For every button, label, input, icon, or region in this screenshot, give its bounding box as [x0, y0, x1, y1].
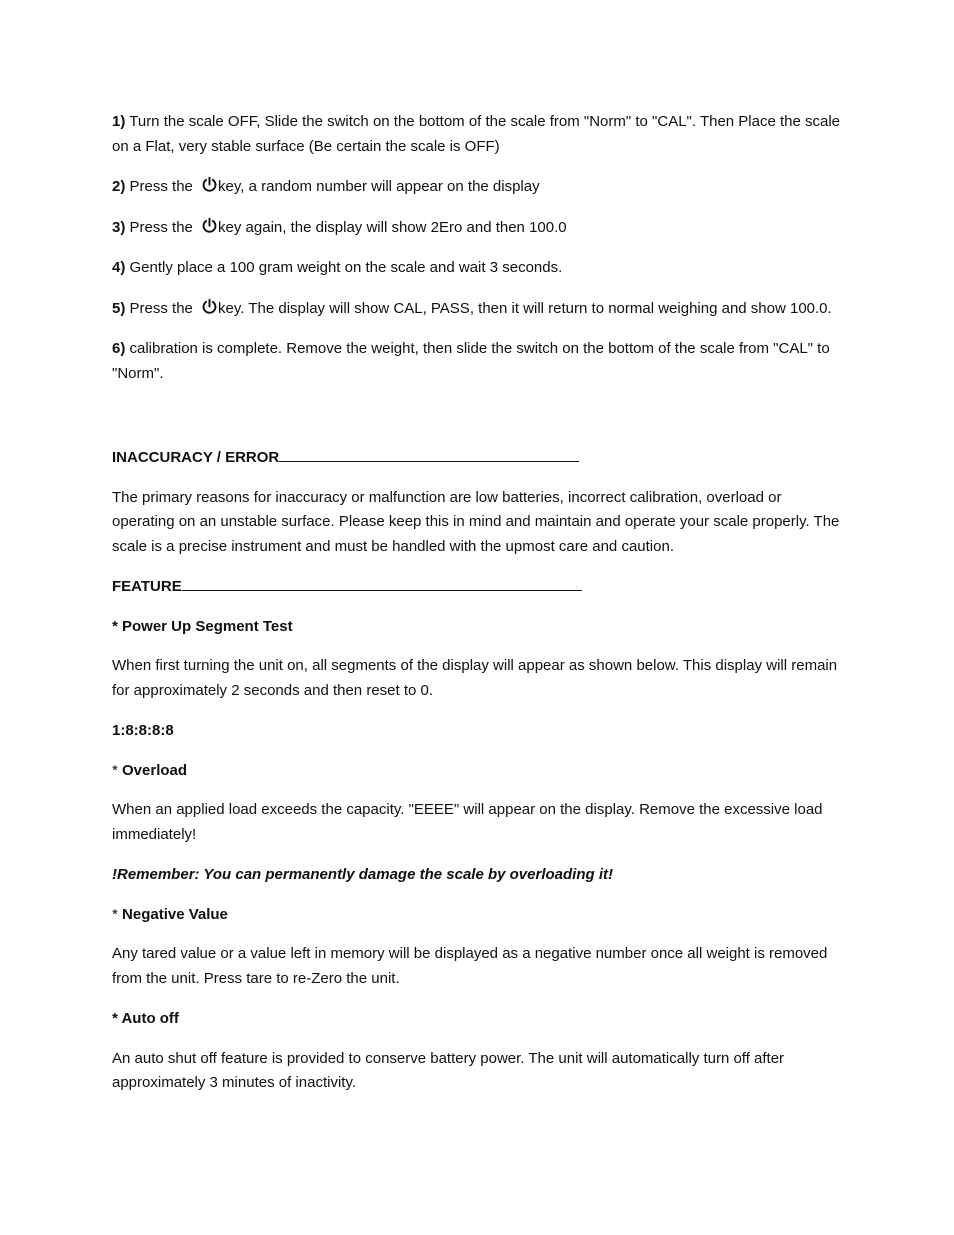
overload-body: When an applied load exceeds the capacity. "EEEE" will appear on the display. Remove the excessive load immediately!	[112, 801, 823, 843]
step-text: calibration is complete. Remove the weight, then slide the switch on the bottom of the scale from "CAL" to "Norm".	[112, 340, 830, 382]
step-text: key. The display will show CAL, PASS, then it will return to normal weighing and show 100.0.	[218, 299, 832, 317]
inaccuracy-body: The primary reasons for inaccuracy or malfunction are low batteries, incorrect calibration, overload or operating on an unstable surface. Please keep this in mind and maintain and operate your scale properly. The scale is a precise instrument and must be handled with the upmost care and caution.	[112, 488, 840, 555]
power-icon	[201, 298, 218, 315]
step-number: 4)	[112, 259, 126, 276]
spacer	[112, 402, 842, 446]
step-text: Turn the scale OFF, Slide the switch on the bottom of the scale from "Norm" to "CAL". Then Place the scale on a Flat, very stable surface (Be certain the scale is OFF)	[112, 113, 841, 155]
step-5	[112, 297, 842, 322]
auto-off-title: * Auto off	[112, 1010, 179, 1027]
title-text: Negative Value	[122, 905, 228, 923]
step-text: Press the	[125, 178, 198, 195]
segment-display-value: 1:8:8:8:8	[112, 722, 174, 739]
section-heading-feature	[112, 575, 842, 600]
step-text: Gently place a 100 gram weight on the scale and wait 3 seconds.	[125, 259, 563, 276]
negative-value-title	[112, 903, 842, 928]
document-content	[112, 110, 842, 1112]
heading-text: FEATURE	[112, 578, 182, 595]
power-up-title: * Power Up Segment Test	[112, 617, 293, 635]
step-text: Press the	[125, 218, 198, 236]
step-3	[112, 216, 842, 241]
step-number: 5)	[112, 299, 126, 317]
negative-value-body: Any tared value or a value left in memory will be displayed as a negative number once all weight is removed from the unit. Press tare to re-Zero the unit.	[112, 945, 828, 987]
bullet: *	[112, 905, 123, 923]
step-4	[112, 256, 842, 281]
bullet: *	[112, 761, 123, 779]
power-up-body: When first turning the unit on, all segments of the display will appear as shown below. This display will remain for approximately 2 seconds and then reset to 0.	[112, 657, 838, 699]
overload-title	[112, 759, 842, 784]
step-text: key, a random number will appear on the display	[218, 178, 540, 195]
power-icon	[201, 217, 218, 234]
heading-underline	[182, 575, 582, 591]
heading-underline	[279, 446, 579, 462]
step-number: 2)	[112, 178, 126, 195]
step-text: Press the	[125, 299, 198, 317]
step-2	[112, 175, 842, 200]
heading-text: INACCURACY / ERROR	[112, 449, 280, 466]
step-number: 1)	[112, 113, 126, 130]
overload-warning: !Remember: You can permanently damage the scale by overloading it!	[112, 866, 613, 883]
title-text: Overload	[122, 761, 188, 779]
step-text: key again, the display will show 2Ero and then 100.0	[218, 218, 567, 236]
step-number: 6)	[112, 340, 126, 357]
auto-off-body: An auto shut off feature is provided to conserve battery power. The unit will automatically turn off after approximately 3 minutes of inactivity.	[112, 1049, 785, 1091]
section-heading-inaccuracy	[112, 446, 842, 471]
power-icon	[201, 176, 218, 193]
step-1	[112, 110, 842, 159]
step-number: 3)	[112, 218, 126, 236]
step-6	[112, 337, 842, 386]
